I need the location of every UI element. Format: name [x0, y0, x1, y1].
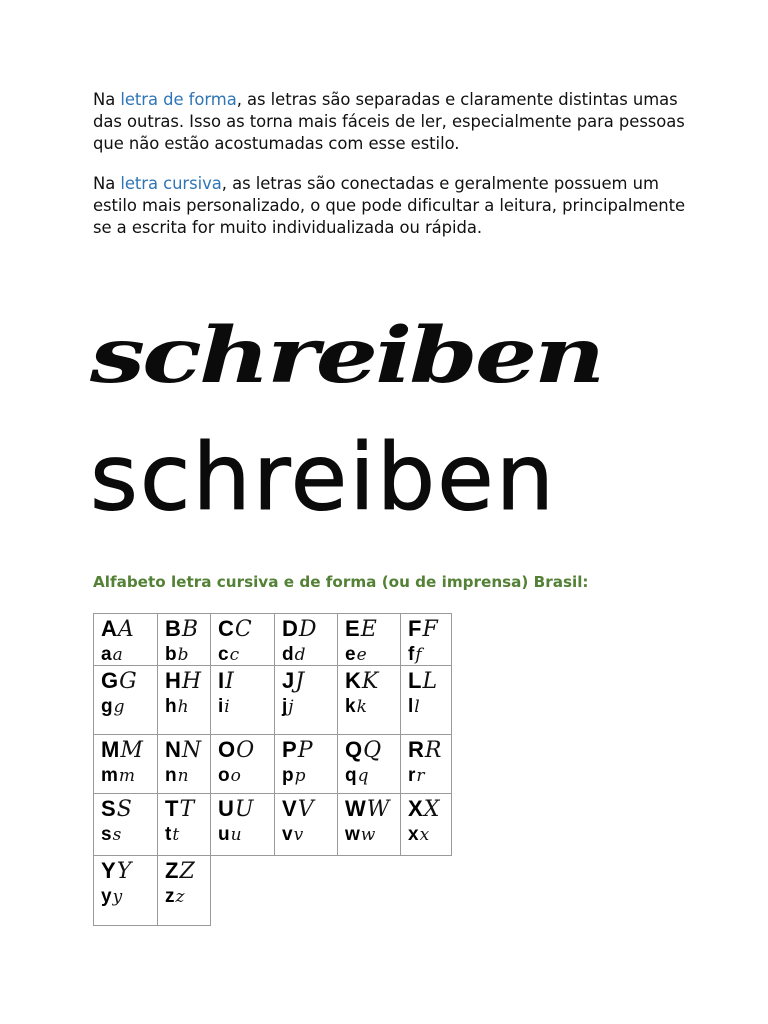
alphabet-cell	[210, 665, 275, 735]
alphabet-cell	[400, 665, 452, 735]
cursive-lowercase: u	[230, 825, 242, 845]
print-lowercase: f	[408, 644, 415, 665]
cursive-uppercase: H	[181, 669, 202, 694]
lowercase-pair	[345, 645, 367, 664]
paragraph-text: Na	[93, 174, 121, 193]
uppercase-pair	[282, 618, 317, 641]
print-uppercase: E	[345, 616, 360, 641]
cursive-uppercase: Q	[363, 738, 382, 763]
alphabet-cell	[274, 793, 338, 856]
lowercase-pair	[101, 645, 123, 664]
cursive-uppercase: M	[120, 738, 143, 763]
print-lowercase: x	[408, 824, 419, 845]
cursive-uppercase: P	[297, 738, 313, 763]
print-uppercase: R	[408, 737, 424, 762]
cursive-uppercase: Z	[179, 859, 195, 884]
print-uppercase: L	[408, 668, 422, 693]
cursive-lowercase: f	[415, 645, 422, 665]
cursive-uppercase: F	[422, 617, 438, 642]
lowercase-pair	[218, 697, 230, 716]
print-lowercase: n	[165, 765, 177, 786]
uppercase-pair	[165, 618, 198, 641]
cursive-uppercase: X	[423, 797, 440, 822]
uppercase-pair	[218, 798, 253, 821]
cursive-uppercase: U	[234, 797, 254, 822]
paragraph-letra-de-forma	[93, 89, 693, 155]
alphabet-cell	[157, 613, 211, 666]
cursive-lowercase: a	[112, 645, 123, 665]
lowercase-pair	[101, 766, 135, 785]
lowercase-pair	[101, 887, 122, 906]
cursive-uppercase: K	[361, 669, 379, 694]
lowercase-pair	[165, 887, 184, 906]
lowercase-pair	[218, 645, 239, 664]
uppercase-pair	[408, 739, 441, 762]
example-cursive-word: schreiben	[90, 310, 603, 401]
print-lowercase: c	[218, 644, 229, 665]
print-lowercase: h	[165, 696, 177, 717]
cursive-lowercase: s	[112, 825, 122, 845]
lowercase-pair	[218, 825, 242, 844]
alphabet-cell	[400, 793, 452, 856]
cursive-uppercase: R	[424, 738, 442, 763]
lowercase-pair	[345, 825, 375, 844]
print-uppercase: I	[218, 668, 225, 693]
lowercase-pair	[165, 697, 189, 716]
cursive-lowercase: e	[356, 645, 367, 665]
alphabet-cell	[93, 734, 158, 794]
print-uppercase: O	[218, 737, 236, 762]
print-uppercase: M	[101, 737, 120, 762]
cursive-uppercase: A	[117, 617, 134, 642]
paragraph-text: , as letras são conectadas e geralmente possuem um estilo mais personalizado, o que pode dificultar a leitura, principalmente se a escrita for muito individualizada ou rápida.	[93, 174, 686, 237]
cursive-uppercase: W	[366, 797, 390, 822]
lowercase-pair	[165, 825, 179, 844]
print-lowercase: l	[408, 696, 414, 717]
alphabet-cell	[337, 734, 401, 794]
print-uppercase: D	[282, 616, 298, 641]
cursive-lowercase: z	[175, 887, 185, 907]
paragraph-text: , as letras são separadas e claramente distintas umas das outras. Isso as torna mais fáceis de ler, especialmente para pessoas que não estão acostumadas com esse estilo.	[93, 90, 685, 153]
print-uppercase: W	[345, 796, 366, 821]
print-lowercase: i	[218, 696, 224, 717]
uppercase-pair	[218, 670, 234, 693]
alphabet-cell	[93, 613, 158, 666]
cursive-uppercase: D	[298, 617, 317, 642]
alphabet-cell	[274, 613, 338, 666]
cursive-lowercase: l	[414, 697, 420, 717]
uppercase-pair	[408, 670, 437, 693]
cursive-uppercase: O	[236, 738, 255, 763]
cursive-lowercase: o	[230, 766, 241, 786]
print-uppercase: Q	[345, 737, 363, 762]
lowercase-pair	[282, 697, 294, 716]
example-print-word: schreiben	[90, 424, 557, 531]
print-uppercase: X	[408, 796, 423, 821]
cursive-uppercase: J	[295, 669, 305, 694]
print-lowercase: q	[345, 765, 357, 786]
print-lowercase: p	[282, 765, 294, 786]
print-uppercase: F	[408, 616, 422, 641]
alphabet-cell	[210, 793, 275, 856]
print-uppercase: A	[101, 616, 117, 641]
cursive-lowercase: q	[357, 766, 369, 786]
print-lowercase: w	[345, 824, 360, 845]
paragraph-text: Na	[93, 90, 121, 109]
print-lowercase: y	[101, 886, 112, 907]
cursive-lowercase: i	[224, 697, 230, 717]
print-uppercase: V	[282, 796, 297, 821]
print-lowercase: d	[282, 644, 294, 665]
cursive-uppercase: E	[360, 617, 377, 642]
link-letra-cursiva[interactable]: letra cursiva	[120, 174, 222, 193]
cursive-lowercase: r	[416, 766, 425, 786]
lowercase-pair	[345, 766, 369, 785]
alphabet-cell	[157, 665, 211, 735]
print-lowercase: a	[101, 644, 112, 665]
cursive-lowercase: d	[294, 645, 306, 665]
print-uppercase: S	[101, 796, 116, 821]
lowercase-pair	[165, 766, 189, 785]
link-letra-de-forma[interactable]: letra de forma	[120, 90, 237, 109]
alphabet-cell	[93, 793, 158, 856]
cursive-uppercase: B	[181, 617, 199, 642]
print-uppercase: G	[101, 668, 119, 693]
uppercase-pair	[165, 739, 201, 762]
uppercase-pair	[345, 670, 378, 693]
uppercase-pair	[408, 618, 438, 641]
alphabet-cell	[337, 793, 401, 856]
uppercase-pair	[165, 670, 201, 693]
paragraph-letra-cursiva	[93, 173, 693, 239]
print-lowercase: z	[165, 886, 175, 907]
cursive-lowercase: v	[293, 825, 304, 845]
print-lowercase: s	[101, 824, 112, 845]
cursive-lowercase: g	[113, 697, 125, 717]
cursive-uppercase: V	[297, 797, 314, 822]
alphabet-cell	[274, 665, 338, 735]
lowercase-pair	[282, 645, 306, 664]
print-uppercase: J	[282, 668, 295, 693]
alphabet-heading: Alfabeto letra cursiva e de forma (ou de imprensa) Brasil:	[93, 573, 589, 591]
alphabet-cell	[400, 613, 452, 666]
lowercase-pair	[101, 825, 121, 844]
alphabet-cell	[274, 734, 338, 794]
lowercase-pair	[345, 697, 367, 716]
cursive-uppercase: S	[116, 797, 132, 822]
alphabet-cell	[210, 613, 275, 666]
print-lowercase: k	[345, 696, 356, 717]
uppercase-pair	[101, 798, 132, 821]
lowercase-pair	[165, 645, 189, 664]
print-lowercase: r	[408, 765, 416, 786]
print-lowercase: g	[101, 696, 113, 717]
uppercase-pair	[101, 860, 131, 883]
print-uppercase: C	[218, 616, 234, 641]
print-uppercase: P	[282, 737, 297, 762]
uppercase-pair	[345, 798, 389, 821]
lowercase-pair	[408, 645, 422, 664]
uppercase-pair	[165, 798, 194, 821]
alphabet-cell	[157, 793, 211, 856]
cursive-uppercase: C	[234, 617, 252, 642]
cursive-uppercase: I	[225, 669, 234, 694]
lowercase-pair	[282, 766, 306, 785]
cursive-lowercase: w	[360, 825, 376, 845]
print-lowercase: t	[165, 824, 172, 845]
print-uppercase: U	[218, 796, 234, 821]
alphabet-cell	[337, 665, 401, 735]
uppercase-pair	[282, 739, 313, 762]
lowercase-pair	[408, 766, 425, 785]
print-lowercase: m	[101, 765, 118, 786]
uppercase-pair	[282, 798, 314, 821]
uppercase-pair	[218, 618, 252, 641]
uppercase-pair	[282, 670, 304, 693]
lowercase-pair	[282, 825, 303, 844]
cursive-lowercase: j	[288, 697, 294, 717]
uppercase-pair	[345, 739, 381, 762]
print-uppercase: Z	[165, 858, 179, 883]
print-uppercase: K	[345, 668, 361, 693]
cursive-uppercase: G	[119, 669, 137, 694]
print-uppercase: T	[165, 796, 179, 821]
cursive-lowercase: p	[294, 766, 306, 786]
uppercase-pair	[165, 860, 195, 883]
cursive-uppercase: N	[181, 738, 202, 763]
alphabet-cell	[337, 613, 401, 666]
print-lowercase: j	[282, 696, 288, 717]
cursive-lowercase: n	[177, 766, 189, 786]
cursive-lowercase: b	[177, 645, 189, 665]
uppercase-pair	[101, 670, 137, 693]
lowercase-pair	[408, 697, 420, 716]
cursive-lowercase: m	[118, 766, 136, 786]
cursive-lowercase: c	[229, 645, 240, 665]
print-lowercase: u	[218, 824, 230, 845]
print-uppercase: N	[165, 737, 181, 762]
print-uppercase: H	[165, 668, 181, 693]
alphabet-cell	[400, 734, 452, 794]
print-uppercase: B	[165, 616, 181, 641]
print-lowercase: v	[282, 824, 293, 845]
alphabet-cell	[157, 734, 211, 794]
cursive-lowercase: t	[172, 825, 180, 845]
cursive-uppercase: T	[179, 797, 195, 822]
cursive-uppercase: L	[422, 669, 438, 694]
cursive-lowercase: x	[419, 825, 430, 845]
uppercase-pair	[218, 739, 254, 762]
alphabet-cell	[210, 734, 275, 794]
cursive-lowercase: y	[112, 887, 123, 907]
cursive-uppercase: Y	[116, 859, 132, 884]
cursive-lowercase: h	[177, 697, 189, 717]
cursive-lowercase: k	[356, 697, 367, 717]
lowercase-pair	[101, 697, 125, 716]
print-lowercase: b	[165, 644, 177, 665]
alphabet-cell	[93, 855, 158, 926]
print-uppercase: Y	[101, 858, 116, 883]
print-lowercase: e	[345, 644, 356, 665]
lowercase-pair	[218, 766, 241, 785]
lowercase-pair	[408, 825, 429, 844]
alphabet-cell	[93, 665, 158, 735]
alphabet-cell	[157, 855, 211, 926]
uppercase-pair	[101, 618, 134, 641]
uppercase-pair	[345, 618, 377, 641]
uppercase-pair	[101, 739, 143, 762]
print-lowercase: o	[218, 765, 230, 786]
uppercase-pair	[408, 798, 439, 821]
